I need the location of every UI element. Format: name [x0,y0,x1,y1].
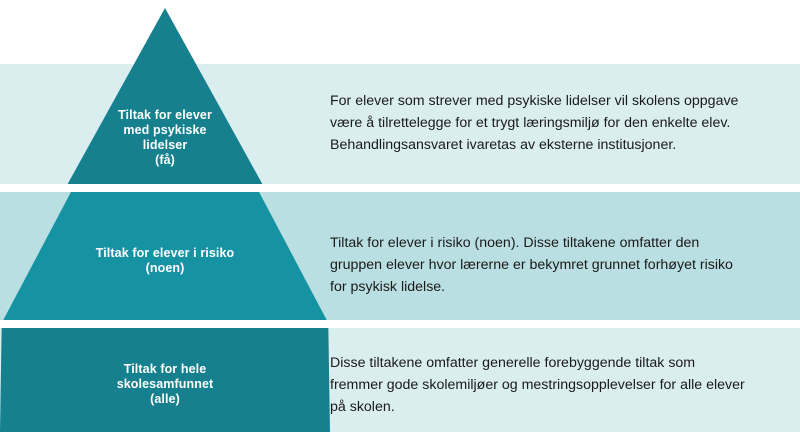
description-level-3-line-3: på skolen. [330,399,395,415]
pyramid-label-top-line-1: Tiltak for elever [118,108,212,122]
pyramid-label-top-line-3: lidelser [142,138,188,152]
description-level-3 [330,352,770,418]
pyramid-label-bottom-line-1: Tiltak for hele [123,362,207,376]
description-level-2-line-3: for psykisk lidelse. [330,279,446,295]
description-level-1-line-2: være å tilrettelegge for et trygt læringsmiljø for den enkelte elev. [330,115,731,131]
description-level-3-line-2: fremmer gode skolemiljøer og mestringsopplevelser for alle elever [330,377,745,393]
pyramid-label-top [0,108,330,168]
description-level-3-line-1: Disse tiltakene omfatter generelle forebyggende tiltak som [330,355,696,371]
pyramid-label-bottom-line-2: skolesamfunnet [116,377,214,391]
description-level-2-line-2: gruppen elever hvor lærerne er bekymret grunnet forhøyet risiko [330,257,733,273]
description-level-1-line-3: Behandlingsansvaret ivaretas av eksterne institusjoner. [330,137,677,153]
pyramid-label-top-line-4: (få) [155,153,175,167]
description-level-2-line-1: Tiltak for elever i risiko (noen). Disse tiltakene omfatter den [330,235,700,251]
pyramid-label-middle-line-1: Tiltak for elever i risiko [95,246,235,260]
pyramid-label-bottom-line-3: (alle) [150,392,180,406]
description-level-1 [330,90,770,156]
pyramid-label-bottom [0,362,330,407]
pyramid-label-middle [0,246,330,276]
description-level-1-line-1: For elever som strever med psykiske lidelser vil skolens oppgave [330,93,739,109]
description-level-2 [330,232,770,298]
pyramid-label-top-line-2: med psykiske [123,123,207,137]
pyramid-label-middle-line-2: (noen) [145,261,185,275]
